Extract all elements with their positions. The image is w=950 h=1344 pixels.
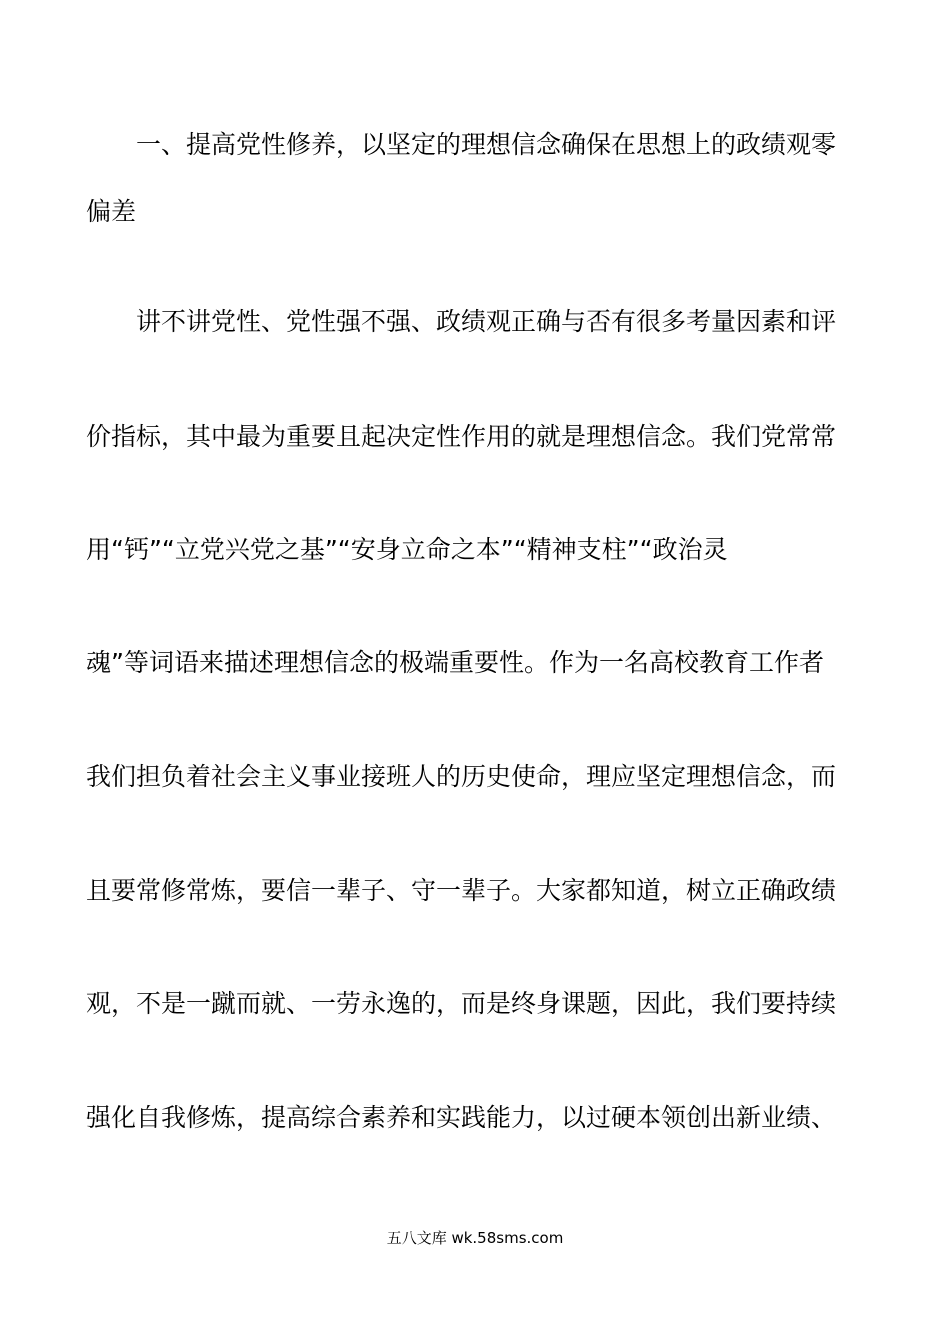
paragraph-line: 魂”等词语来描述理想信念的极端重要性。作为一名高校教育工作者 (86, 648, 824, 677)
paragraph-line: 讲不讲党性、党性强不强、政绩观正确与否有很多考量因素和评 (86, 307, 837, 336)
paragraph-line: 价指标，其中最为重要且起决定性作用的就是理想信念。我们党常常 (86, 422, 837, 451)
paragraph-line: 强化自我修炼，提高综合素养和实践能力，以过硬本领创出新业绩、 (86, 1103, 837, 1132)
section-heading-line-2: 偏差 (86, 197, 137, 226)
paragraph-line: 且要常修常炼，要信一辈子、守一辈子。大家都知道，树立正确政绩 (86, 876, 837, 905)
paragraph-line: 我们担负着社会主义事业接班人的历史使命，理应坚定理想信念，而 (86, 762, 837, 791)
page-footer-watermark: 五八文库 wk.58sms.com (386, 1229, 564, 1247)
paragraph-line: 观，不是一蹴而就、一劳永逸的，而是终身课题，因此，我们要持续 (86, 989, 837, 1018)
section-heading-line-1: 一、提高党性修养，以坚定的理想信念确保在思想上的政绩观零 (86, 130, 837, 159)
paragraph-line: 用“钙”“立党兴党之基”“安身立命之本”“精神支柱”“政治灵 (86, 535, 728, 564)
